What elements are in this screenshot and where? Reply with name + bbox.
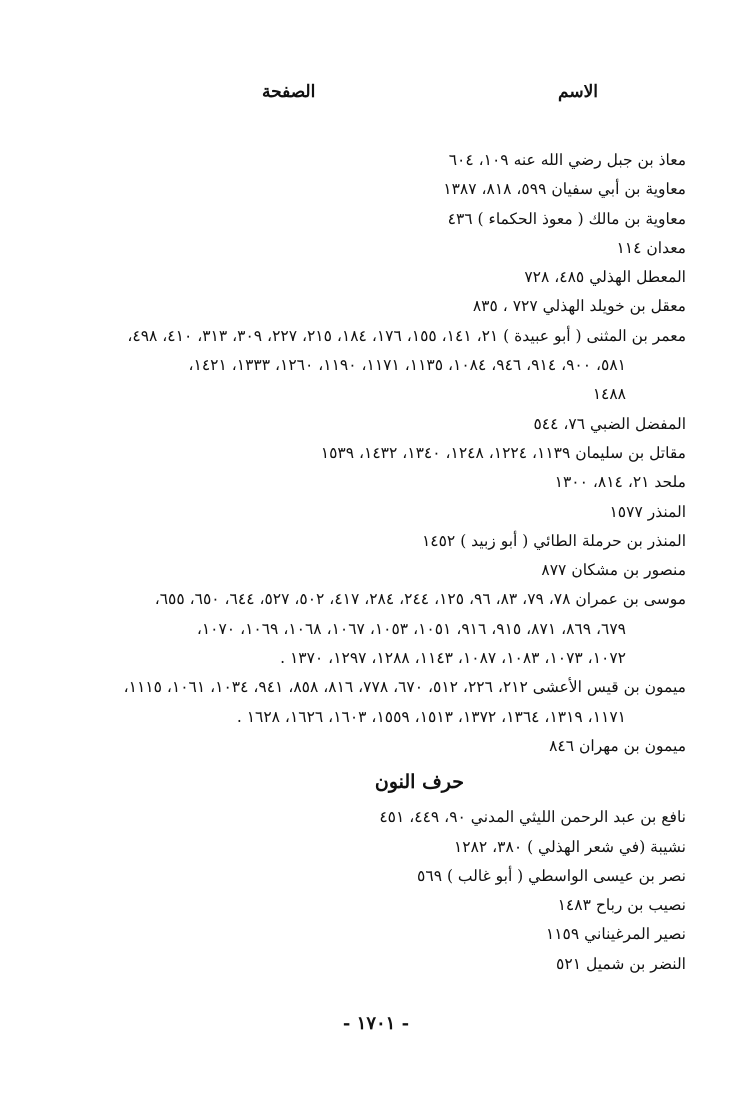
index-entry: نصير المرغيناني ١١٥٩ (545, 925, 686, 944)
index-entry: المفضل الضبي ٧٦، ٥٤٤ (533, 414, 686, 433)
index-entry: نشيبة (في شعر الهذلي ) ٣٨٠، ١٢٨٢ (453, 837, 686, 856)
index-entry: منصور بن مشكان ٨٧٧ (541, 561, 686, 580)
index-entry: المنذر ١٥٧٧ (609, 502, 686, 521)
page-column-header: الصفحة (262, 82, 316, 102)
index-entry: ميمون بن مهران ٨٤٦ (549, 736, 686, 755)
index-entry-continuation: ٦٧٩، ٨٦٩، ٨٧١، ٩١٥، ٩١٦، ١٠٥١، ١٠٥٣، ١٠٦٧، ١٠٦٨، ١٠٦٩، ١٠٧٠، (196, 619, 626, 638)
index-entry-continuation: ٥٨١، ٩٠٠، ٩١٤، ٩٤٦، ١٠٨٤، ١١٣٥، ١١٧١، ١١٩٠، ١٢٦٠، ١٣٣٣، ١٤٢١، (188, 356, 626, 375)
index-entry: المنذر بن حرملة الطائي ( أبو زبيد ) ١٤٥٢ (421, 531, 686, 550)
index-entry: معاوية بن أبي سفيان ٥٩٩، ٨١٨، ١٣٨٧ (443, 180, 686, 199)
index-entry: معاوية بن مالك ( معوذ الحكماء ) ٤٣٦ (447, 209, 686, 228)
index-entry: ميمون بن قيس الأعشى ٢١٢، ٢٢٦، ٥١٢، ٦٧٠، ٧٧٨، ٨١٦، ٨٥٨، ٩٤١، ١٠٣٤، ١٠٦١، ١١١٥، (123, 678, 686, 697)
index-entry: موسى بن عمران ٧٨، ٧٩، ٨٣، ٩٦، ١٢٥، ٢٤٤، ٢٨٤، ٤١٧، ٥٠٢، ٥٢٧، ٦٤٤، ٦٥٠، ٦٥٥، (154, 590, 686, 609)
index-entry: نصيب بن رباح ١٤٨٣ (557, 896, 686, 915)
index-entry: نصر بن عيسى الواسطي ( أبو غالب ) ٥٦٩ (417, 866, 686, 885)
section-title: حرف النون (374, 771, 464, 794)
page-number: - ١٧٠١ - (342, 1013, 410, 1034)
index-entry: معاذ بن جبل رضي الله عنه ١٠٩، ٦٠٤ (448, 151, 686, 169)
name-column-header: الاسم (558, 82, 598, 102)
index-entry: ملحد ٢١، ٨١٤، ١٣٠٠ (554, 473, 686, 492)
index-entry: معدان ١١٤ (616, 238, 686, 257)
index-entry-continuation: ١٠٧٢، ١٠٧٣، ١٠٨٣، ١٠٨٧، ١١٤٣، ١٢٨٨، ١٢٩٧، ١٣٧٠ . (280, 649, 626, 668)
index-entry: المعطل الهذلي ٤٨٥، ٧٢٨ (524, 268, 686, 287)
index-entry: نافع بن عبد الرحمن الليثي المدني ٩٠، ٤٤٩، ٤٥١ (379, 808, 686, 827)
index-entries (64, 146, 686, 979)
index-entry: معمر بن المثنى ( أبو عبيدة ) ٢١، ١٤١، ١٥٥، ١٧٦، ١٨٤، ٢١٥، ٢٢٧، ٣٠٩، ٣١٣، ٤١٠، ٤٩٨، (127, 326, 686, 345)
index-entry-continuation: ١٤٨٨ (592, 385, 626, 404)
index-entry: معقل بن خويلد الهذلي ٧٢٧ ، ٨٣٥ (472, 297, 686, 316)
index-entry-continuation: ١١٧١، ١٣١٩، ١٣٦٤، ١٣٧٢، ١٥١٣، ١٥٥٩، ١٦٠٣، ١٦٢٦، ١٦٢٨ . (236, 707, 626, 726)
index-entry: النضر بن شميل ٥٢١ (556, 954, 686, 973)
index-entry: مقاتل بن سليمان ١١٣٩، ١٢٢٤، ١٢٤٨، ١٣٤٠، ١٤٣٢، ١٥٣٩ (320, 443, 686, 462)
